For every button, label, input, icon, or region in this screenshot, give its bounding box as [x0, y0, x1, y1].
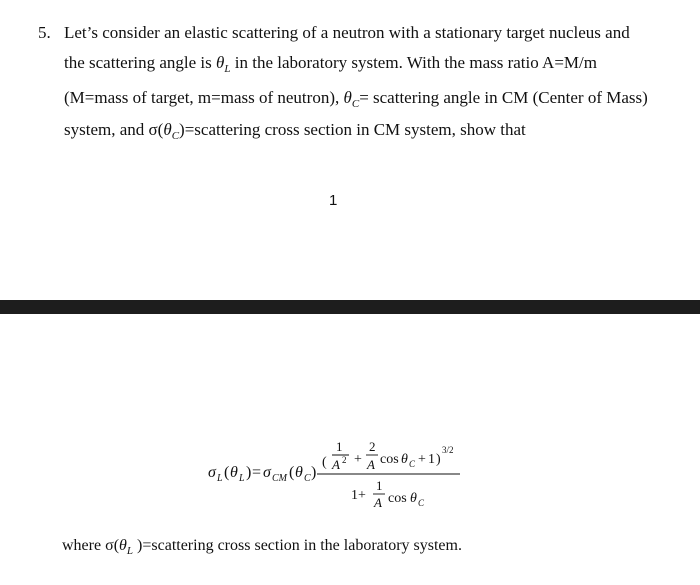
page-number: 1	[329, 192, 338, 209]
num-A-2: A	[367, 457, 375, 472]
page-divider	[0, 300, 700, 314]
den-cos: cos	[388, 491, 407, 506]
problem-line-2-part-a: the scattering angle is	[64, 53, 217, 72]
den-one-plus: 1+	[351, 488, 366, 503]
problem-line-1-text: Let’s consider an elastic scattering of a neutron with a stationary target nucleus and	[64, 23, 630, 42]
theta-L-symbol: θ	[216, 53, 225, 72]
problem-line-4-part-a: system, and σ(	[64, 120, 164, 139]
theta-C-symbol: θ	[343, 88, 352, 107]
lhs-theta: θ	[230, 464, 238, 481]
num-A-superscript: 2	[342, 455, 347, 465]
where-theta-subscript: L	[126, 545, 134, 557]
cross-section-formula	[0, 314, 700, 524]
problem-line-4	[64, 120, 526, 142]
den-theta-subscript: C	[418, 498, 425, 508]
theta-C-symbol-2: θ	[163, 120, 172, 139]
num-A: A	[332, 457, 340, 472]
num-exponent: 3/2	[442, 445, 454, 455]
problem-line-3-part-b: = scattering angle in CM (Center of Mass)	[359, 88, 648, 107]
rhs-rparen: )	[311, 464, 317, 481]
problem-line-3	[64, 88, 648, 110]
problem-line-2	[64, 53, 597, 75]
num-rparen: )	[436, 452, 441, 467]
num-theta: θ	[401, 452, 408, 467]
problem-line-2-part-b: in the laboratory system. With the mass ratio A=M/m	[230, 53, 597, 72]
lhs-sigma-subscript: L	[217, 473, 223, 484]
theta-C-subscript-2: C	[171, 130, 180, 142]
theta-L-subscript: L	[224, 63, 231, 75]
num-cos: cos	[380, 452, 399, 467]
den-one: 1	[376, 478, 383, 493]
num-one-2: 1	[428, 452, 435, 467]
num-lparen: (	[322, 455, 327, 470]
equals-sign: =	[252, 464, 262, 481]
num-plus-2: +	[418, 452, 426, 467]
problem-number: 5.	[38, 23, 51, 42]
problem-page-bottom	[0, 314, 700, 585]
problem-line-3-part-a: (M=mass of target, m=mass of neutron),	[64, 88, 344, 107]
rhs-theta: θ	[295, 464, 303, 481]
problem-line-1	[64, 23, 630, 43]
num-theta-subscript: C	[409, 459, 416, 469]
lhs-sigma: σ	[208, 464, 216, 481]
den-theta: θ	[410, 491, 417, 506]
rhs-sigma-subscript: CM	[272, 473, 287, 484]
num-one: 1	[336, 439, 343, 454]
where-theta: θ	[119, 537, 127, 554]
rhs-lparen: (	[289, 464, 295, 481]
lhs-theta-subscript: L	[239, 473, 245, 484]
rhs-theta-subscript: C	[304, 473, 311, 484]
lhs-lparen: (	[224, 464, 230, 481]
where-text-b: )=scattering cross section in the laboratory system.	[133, 537, 462, 554]
where-text-a: where σ(	[62, 537, 120, 554]
rhs-sigma: σ	[263, 464, 271, 481]
problem-line-4-part-b: )=scattering cross section in CM system, show that	[179, 120, 526, 139]
num-plus-1: +	[354, 452, 362, 467]
lhs-rparen: )	[246, 464, 252, 481]
where-line	[62, 537, 462, 555]
den-A: A	[374, 495, 382, 510]
num-two: 2	[369, 439, 376, 454]
theta-C-subscript: C	[351, 98, 360, 110]
